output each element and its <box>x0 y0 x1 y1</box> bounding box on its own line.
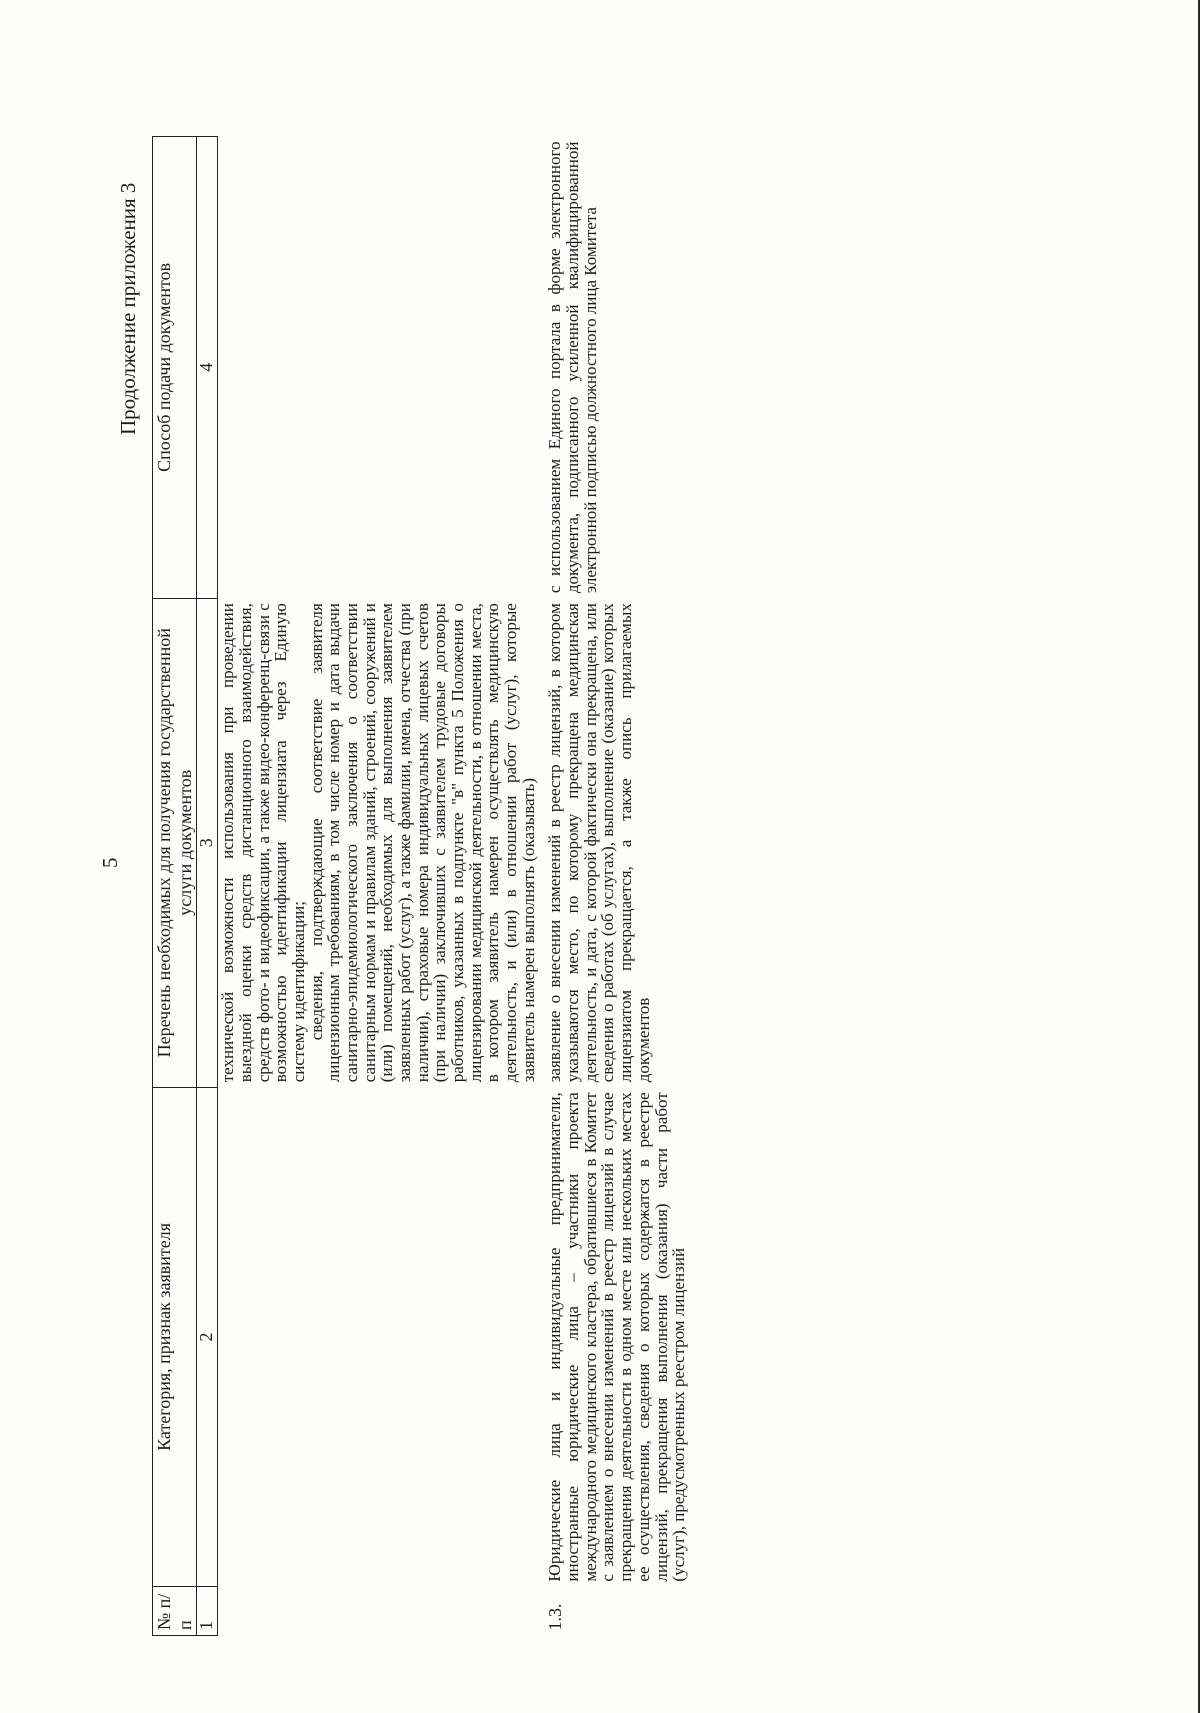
table-row <box>218 137 539 1636</box>
column-number-row <box>197 137 218 1636</box>
row-documents-paragraph: технической возможности использования при проведении выездной оценки средств дистанционного взаимодействия, средств фото- и видеофиксации, а также видео-конференц-связи с возможностью идентификации лицензиата через Единую систему идентификации; <box>218 603 309 1083</box>
column-number-4: 4 <box>197 137 218 599</box>
row-documents-paragraph: заявление о внесении изменений в реестр лицензий, в котором указываются место, по которому прекращена медицинская деятельность, и дата, с которой фактически она прекращена, или сведения о работах (об услугах), выполнение (оказание) которых лицензиатом прекращается, а также опись прилагаемых документов <box>545 603 653 1083</box>
page-number: 5 <box>98 857 122 868</box>
row-documents-paragraph: сведения, подтверждающие соответствие заявителя лицензионным требованиям, в том числе номер и дата выдачи санитарно-эпидемиологического заключения о соответствии санитарным нормам и правилам зданий, строений, сооружений и (или) помещений, необходимых для выполнения заявителем заявленных работ (услуг), а также фамилии, имена, отчества (при наличии), страховые номера индивидуальных лицевых счетов (при наличии) заключивших с заявителем трудовые договоры работников, указанных в подпункте "в" пункта 5 Положения о лицензировании медицинской деятельности, в отношении места, в котором заявитель намерен осуществлять медицинскую деятельность, и (или) в отношении работ (услуг), которые заявитель намерен выполнять (оказывать) <box>306 603 538 1083</box>
header-category: Категория, признак заявителя <box>153 1087 197 1586</box>
row-documents <box>218 598 539 1087</box>
row-number: 1.3. <box>545 1603 566 1631</box>
header-number: № п/п <box>153 1587 197 1636</box>
header-method: Способ подачи документов <box>153 137 197 599</box>
row-documents <box>538 598 688 1087</box>
table-header-row <box>153 137 197 1636</box>
column-number-3: 3 <box>197 598 218 1087</box>
table-row <box>538 137 688 1636</box>
row-category <box>218 1087 539 1586</box>
column-number-1: 1 <box>197 1587 218 1636</box>
column-number-2: 2 <box>197 1087 218 1586</box>
row-method: с использованием Единого портала в форме электронного документа, подписанного усиленной квалифицированной электронной подписью должностного лица Комитета <box>545 141 600 594</box>
row-number <box>218 1587 539 1636</box>
appendix-continuation-label: Продолжение приложения 3 <box>116 182 140 435</box>
services-table <box>152 136 689 1636</box>
row-method <box>218 137 539 599</box>
header-documents: Перечень необходимых для получения государственной услуги документов <box>153 598 197 1087</box>
row-category: Юридические лица и индивидуальные предприниматели, иностранные юридические лица – участники проекта международного медицинского кластера, обратившиеся в Комитет с заявлением о внесении изменений в реестр лицензий в случае прекращения деятельности в одном месте или нескольких местах ее осуществления, сведения о которых содержатся в реестре лицензий, прекращения выполнения (оказания) части работ (услуг), предусмотренных реестром лицензий <box>545 1092 689 1582</box>
